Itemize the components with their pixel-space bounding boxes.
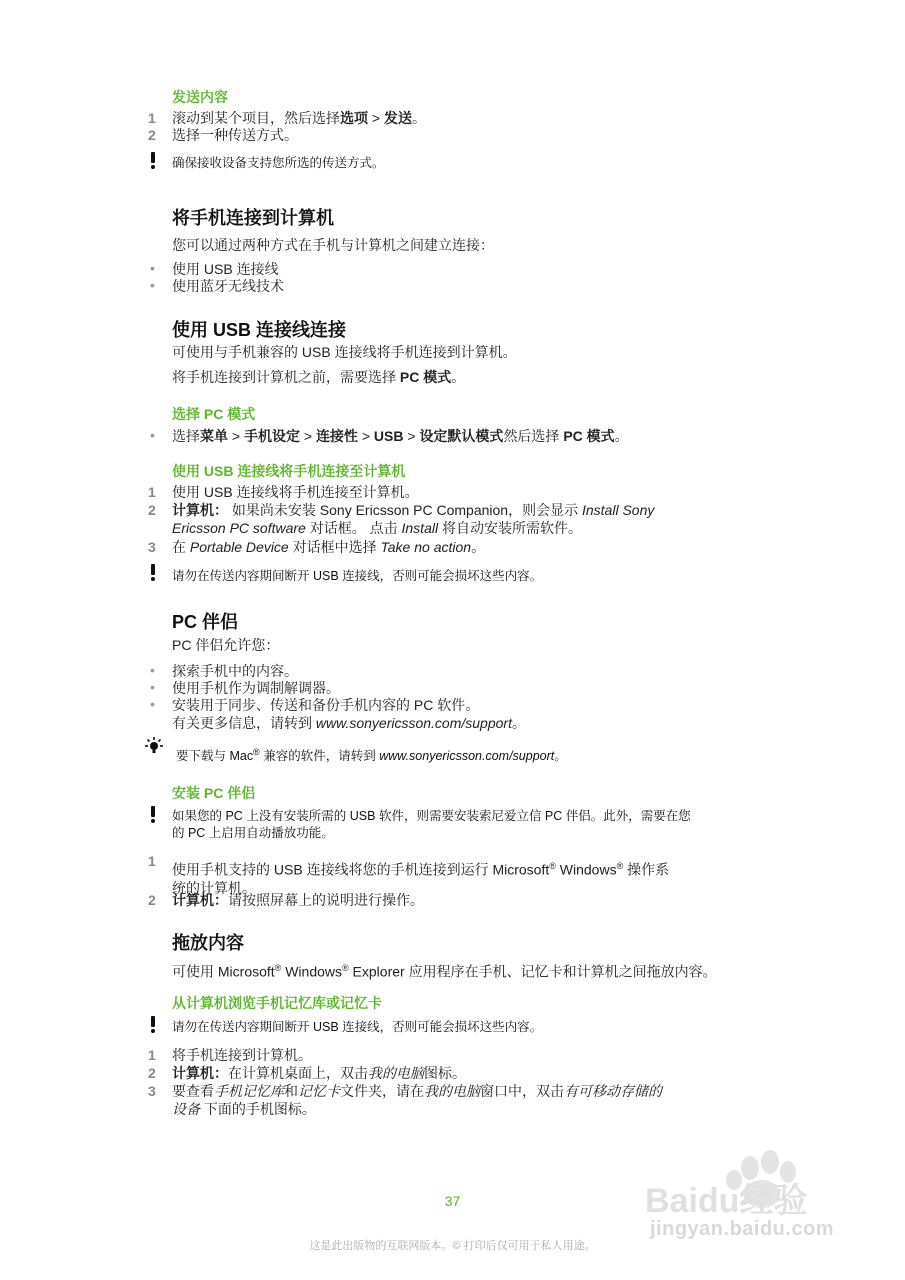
usb-step-1: 使用 USB 连接线将手机连接至计算机。 [172, 484, 419, 500]
page-footer: 这是此出版物的互联网版本。© 打印后仅可用于私人用途。 [309, 1240, 596, 1252]
bullet: • [150, 277, 155, 293]
warning-icon [148, 806, 158, 822]
connect-bullet-usb: 使用 USB 连接线 [172, 261, 279, 277]
page-number: 37 [444, 1193, 461, 1209]
watermark-url: jingyan.baidu.com [650, 1218, 835, 1240]
bullet: • [150, 696, 155, 712]
send-step-2: 选择一种传送方式。 [172, 127, 298, 143]
companion-bullet-2: 使用手机作为调制解调器。 [172, 680, 340, 696]
browse-step-1: 将手机连接到计算机。 [172, 1047, 312, 1063]
bullet: • [150, 679, 155, 695]
support-link[interactable]: www.sonyericsson.com/support [379, 749, 555, 764]
warning-icon [148, 564, 158, 580]
step-number: 1 [148, 1047, 156, 1063]
step-number: 1 [148, 853, 156, 869]
bullet: • [150, 662, 155, 678]
send-step-1: 滚动到某个项目，然后选择选项 > 发送。 [172, 110, 426, 126]
select-pc-mode-bullet: 选择菜单 > 手机设定 > 连接性 > USB > 设定默认模式然后选择 PC 模式。 [172, 428, 629, 444]
install-step-1: 使用手机支持的 USB 连接线将您的手机连接到运行 Microsoft® Windows® 操作系 统的计算机。 [172, 861, 670, 896]
step-number: 1 [148, 484, 156, 500]
drag-drop-para: 可使用 Microsoft® Windows® Explorer 应用程序在手机、记忆卡和计算机之间拖放内容。 [172, 963, 717, 980]
pc-companion-intro: PC 伴侣允许您： [172, 637, 280, 653]
step-number: 3 [148, 1083, 156, 1099]
companion-bullet-1: 探索手机中的内容。 [172, 663, 298, 679]
send-warning: 确保接收设备支持您所选的传送方式。 [172, 156, 385, 170]
companion-bullet-3: 安装用于同步、传送和备份手机内容的 PC 软件。 [172, 697, 480, 713]
warning-icon [148, 1016, 158, 1032]
select-pc-mode-heading: 选择 PC 模式 [172, 406, 256, 422]
step-number: 1 [148, 110, 156, 126]
step-number: 2 [148, 502, 156, 518]
browse-heading: 从计算机浏览手机记忆库或记忆卡 [172, 995, 382, 1011]
pc-companion-heading: PC 伴侣 [172, 612, 239, 632]
bullet: • [150, 260, 155, 276]
step-number: 3 [148, 539, 156, 555]
step-number: 2 [148, 892, 156, 908]
step-number: 2 [148, 127, 156, 143]
lightbulb-tip-icon [142, 736, 166, 756]
drag-drop-heading: 拖放内容 [172, 933, 244, 953]
browse-step-3: 要查看手机记忆库和记忆卡文件夹，请在我的电脑窗口中，双击有可移动存储的 设备 下面的手机图标。 [172, 1083, 662, 1117]
install-warning: 如果您的 PC 上没有安装所需的 USB 软件，则需要安装索尼爱立信 PC 伴侣。此外，需要在您 的 PC 上启用自动播放功能。 [172, 809, 691, 840]
install-pc-heading: 安装 PC 伴侣 [172, 785, 256, 801]
browse-step-2: 计算机：在计算机桌面上，双击我的电脑图标。 [172, 1065, 466, 1081]
step-number: 2 [148, 1065, 156, 1081]
warning-icon [148, 152, 158, 168]
usb-to-pc-heading: 使用 USB 连接线将手机连接至计算机 [172, 463, 406, 479]
bullet: • [150, 427, 155, 443]
send-content-heading: 发送内容 [172, 89, 228, 105]
usb-step-2: 计算机： 如果尚未安装 Sony Ericsson PC Companion，则会显示 Install Sony Ericsson PC software 对话框。 点击 Install 将自动安装所需软件。 [172, 502, 655, 536]
support-link[interactable]: www.sonyericsson.com/support [315, 715, 512, 731]
usb-warning: 请勿在传送内容期间断开 USB 连接线，否则可能会损坏这些内容。 [172, 569, 543, 583]
usb-connect-p1: 可使用与手机兼容的 USB 连接线将手机连接到计算机。 [172, 344, 517, 360]
connect-pc-intro: 您可以通过两种方式在手机与计算机之间建立连接： [172, 237, 494, 253]
companion-more-info: 有关更多信息，请转到 www.sonyericsson.com/support。 [172, 715, 526, 731]
watermark-brand: Baidu经验 [645, 1182, 808, 1220]
usb-step-3: 在 Portable Device 对话框中选择 Take no action。 [172, 539, 486, 555]
connect-pc-heading: 将手机连接到计算机 [172, 208, 334, 228]
mac-tip: 要下载与 Mac® 兼容的软件，请转到 www.sonyericsson.com/support。 [176, 747, 567, 764]
usb-connect-heading: 使用 USB 连接线连接 [172, 320, 347, 340]
install-step-2: 计算机：请按照屏幕上的说明进行操作。 [172, 892, 424, 908]
usb-connect-p2: 将手机连接到计算机之前，需要选择 PC 模式。 [172, 369, 466, 385]
connect-bullet-bt: 使用蓝牙无线技术 [172, 278, 284, 294]
browse-warning: 请勿在传送内容期间断开 USB 连接线，否则可能会损坏这些内容。 [172, 1020, 543, 1034]
